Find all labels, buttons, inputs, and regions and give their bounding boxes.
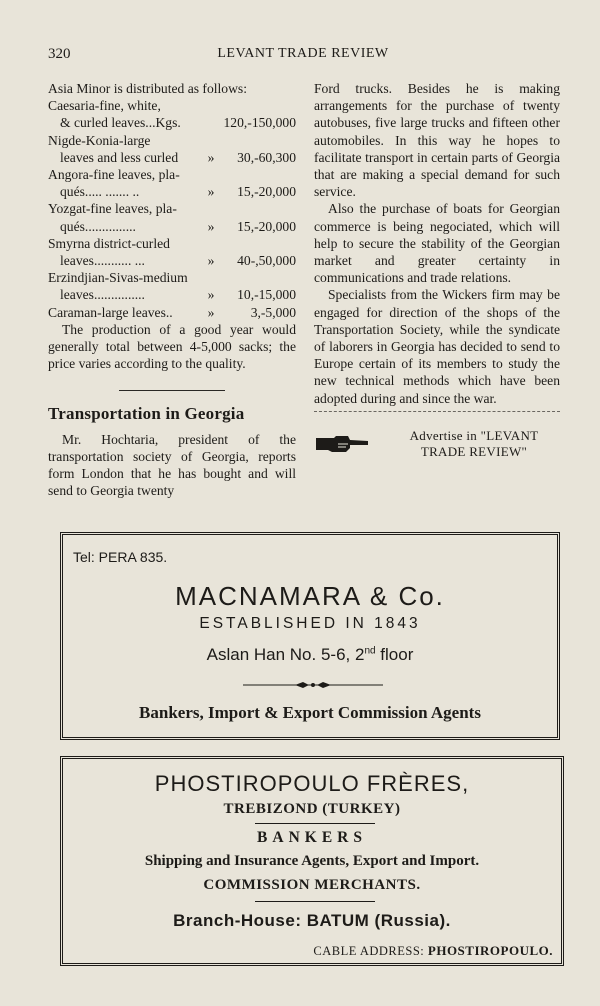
left-column	[48, 80, 296, 499]
grade-detail: leaves........... ...	[60, 253, 145, 269]
specialists-paragraph: Specialists from the Wickers firm may be engaged for direction of the shops of the Transportation Society, while the syndicate of laborers in Georgia has decided to send to Europe certain of its members to study the new technical methods which have been adopted during and since the war.	[314, 287, 560, 406]
list-item	[48, 132, 296, 166]
section-divider	[119, 390, 225, 391]
production-paragraph: The production of a good year would generally total between 4-5,000 sacks; the price varies according to the quality.	[48, 321, 296, 372]
grade-name: Yozgat-fine leaves, pla-	[48, 201, 177, 217]
grade-name: Angora-fine leaves, pla-	[48, 167, 180, 183]
list-item	[48, 304, 296, 321]
grade-name: Smyrna district-curled	[48, 235, 170, 251]
tobacco-intro: Asia Minor is distributed as follows:	[48, 81, 247, 96]
services-line: Shipping and Insurance Agents, Export and Import.	[144, 853, 480, 869]
right-column	[314, 80, 560, 466]
branch-house: Branch-House: BATUM (Russia).	[173, 911, 451, 930]
grade-price: 15,-20,000	[237, 218, 296, 234]
grade-detail: qués...............	[60, 218, 136, 234]
tobacco-grade-list	[48, 97, 296, 321]
merchants-line: COMMISSION MERCHANTS.	[203, 877, 421, 893]
grade-price: 15,-20,000	[237, 184, 296, 200]
grade-price: 30,-60,300	[237, 149, 296, 165]
grade-price: 3,-5,000	[250, 304, 296, 320]
grade-detail: qués..... ....... ..	[60, 184, 140, 200]
cable-value: PHOSTIROPOULO.	[427, 943, 553, 958]
list-item	[48, 235, 296, 269]
bankers-heading: BANKERS	[257, 829, 367, 846]
grade-name: Erzindjian-Sivas-medium	[48, 270, 188, 286]
firm-address: Aslan Han No. 5-6, 2nd floor	[206, 645, 414, 664]
ditto-mark: »	[207, 218, 215, 234]
grade-detail: & curled leaves...Kgs.	[60, 115, 181, 131]
grade-name: Caesaria-fine, white,	[48, 98, 161, 114]
ditto-mark: »	[207, 184, 215, 200]
advertise-text	[384, 428, 564, 460]
cable-label: CABLE ADDRESS:	[313, 944, 425, 958]
grade-name: Nigde-Konia-large	[48, 132, 151, 148]
running-head: LEVANT TRADE REVIEW	[217, 46, 389, 61]
grade-detail: leaves...............	[60, 287, 145, 303]
grade-detail: leaves and less curled	[60, 149, 179, 165]
ad-divider	[255, 823, 375, 824]
ditto-mark: »	[207, 287, 215, 303]
established-line: ESTABLISHED IN 1843	[199, 615, 421, 632]
firm-name: MACNAMARA & Co.	[175, 581, 445, 611]
advertise-notice	[314, 418, 560, 466]
phostiropoulo-advertisement	[60, 756, 564, 966]
firm-location: TREBIZOND (TURKEY)	[223, 801, 401, 817]
boats-paragraph: Also the purchase of boats for Georgian commerce is being negociated, which will help to secure the stability of the Georgian market and greater certainty in communications and trade relations.	[314, 201, 560, 286]
list-item	[48, 97, 296, 131]
advert-divider	[314, 411, 560, 412]
page-number: 320	[48, 46, 71, 62]
section-title: Transportation in Georgia	[48, 404, 245, 424]
page-header	[48, 46, 558, 66]
pointing-hand-icon	[314, 432, 370, 456]
ditto-mark: »	[207, 253, 215, 269]
ditto-mark: »	[207, 149, 215, 165]
list-item	[48, 200, 296, 234]
macnamara-advertisement	[60, 532, 560, 740]
grade-detail: Caraman-large leaves..	[48, 304, 173, 320]
section-paragraph: Mr. Hochtaria, president of the transportation society of Georgia, reports form London that he has bought and will send to Georgia twenty	[48, 431, 296, 499]
telephone-number: Tel: PERA 835.	[73, 549, 168, 565]
grade-price: 120,-150,000	[223, 115, 296, 131]
ornament-rule-icon	[243, 681, 383, 689]
business-description: Bankers, Import & Export Commission Agents	[139, 703, 481, 722]
grade-price: 40-,50,000	[237, 253, 296, 269]
list-item	[48, 166, 296, 200]
advertise-line-1: Advertise in "LEVANT	[409, 427, 539, 443]
ad-divider	[255, 901, 375, 902]
list-item	[48, 269, 296, 303]
cable-address	[313, 943, 553, 959]
firm-name: PHOSTIROPOULO FRÈRES,	[154, 771, 470, 796]
advertise-line-2: TRADE REVIEW"	[420, 443, 528, 459]
grade-price: 10,-15,000	[237, 287, 296, 303]
trucks-paragraph: Ford trucks. Besides he is making arrangements for the purchase of twenty autobuses, five large trucks and fifteen other automobiles. In this way he hopes to facilitate transport in certain parts of Georgia that are making a special demand for such service.	[314, 81, 560, 200]
ditto-mark: »	[207, 304, 215, 320]
